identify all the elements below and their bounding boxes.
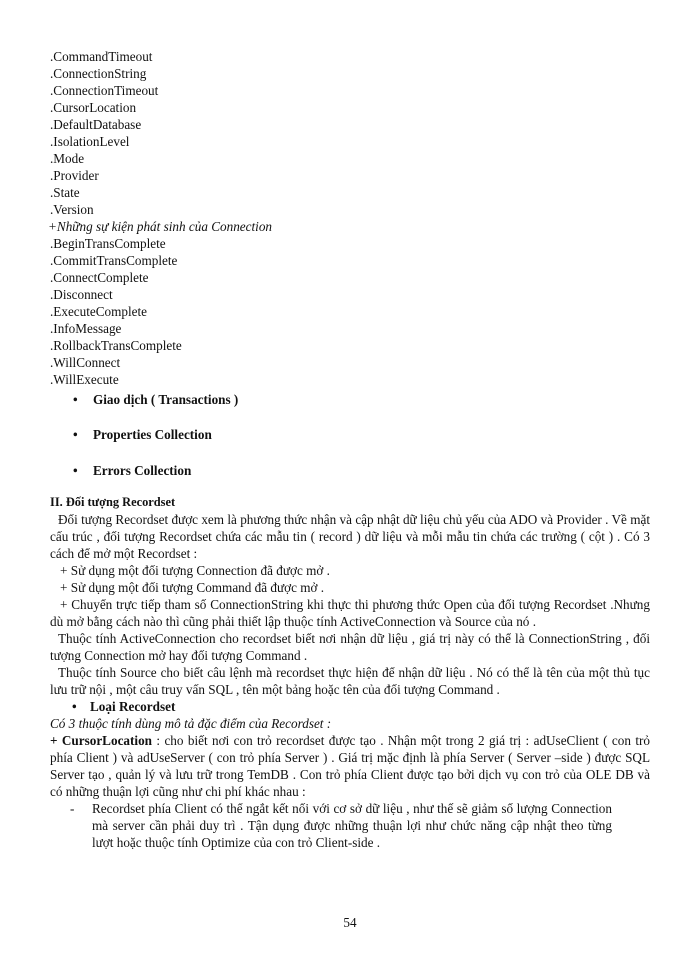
bullet-icon: • [73,427,78,442]
bullet-item [50,698,650,715]
dash-icon: - [70,801,75,816]
list-item: .ConnectionTimeout [50,83,159,98]
list-item: .BeginTransComplete [50,236,166,251]
bullet-text: Loại Recordset [90,699,176,714]
section-heading: II. Đối tượng Recordset [50,495,176,509]
list-item: .Provider [50,168,99,183]
bullet-item [73,426,212,443]
term-label: + CursorLocation [50,733,153,748]
bullet-text: Giao dịch ( Transactions ) [93,392,239,407]
list-item: .IsolationLevel [50,134,130,149]
paragraph: Đối tượng Recordset được xem là phương thức nhận và cập nhật dữ liệu chủ yếu của ADO và Provider . Về mặt cấu trúc , đối tượng Recordset chứa các mẫu tin ( record ) dữ liệu và mỗi mẫu tin chứa các trường ( cột ) . Có 3 cách để mở một Recordset : [50,512,650,561]
list-item: .WillConnect [50,355,121,370]
paragraph: Thuộc tính Source cho biết câu lệnh mà recordset thực hiện để nhận dữ liệu . Nó có thể là tên của một thủ tục lưu trữ nội , một câu truy vấn SQL , tên một bảng hoặc tên của đối tượng Command . [50,665,650,697]
bullet-item [73,462,191,479]
events-heading: +Những sự kiện phát sinh của Connection [48,219,273,234]
list-item: .ExecuteComplete [50,304,148,319]
list-item: .ConnectComplete [50,270,149,285]
list-item: .WillExecute [50,372,119,387]
paragraph: Thuộc tính ActiveConnection cho recordset biết nơi nhận dữ liệu , giá trị này có thể là ConnectionString , đối tượng Connection mở hay đối tượng Command . [50,631,650,663]
list-item: .Disconnect [50,287,113,302]
dash-list-item [50,800,650,851]
bullet-icon: • [73,463,78,478]
list-item: .DefaultDatabase [50,117,142,132]
paragraph [50,732,650,800]
bullet-icon: • [73,392,78,407]
list-item: .ConnectionString [50,66,147,81]
list-item: .CommitTransComplete [50,253,178,268]
bullet-text: Errors Collection [93,463,192,478]
list-item: .RollbackTransComplete [50,338,182,353]
bullet-text: Properties Collection [93,427,212,442]
list-item: .CommandTimeout [50,49,153,64]
bullet-icon: • [72,699,77,714]
list-item: .Version [50,202,94,217]
list-item: .CursorLocation [50,100,137,115]
list-item: .InfoMessage [50,321,122,336]
bullet-item [73,391,238,408]
list-item: .State [50,185,80,200]
list-item: .Mode [50,151,85,166]
dash-item-text: Recordset phía Client có thể ngắt kết nối với cơ sở dữ liệu , như thế sẽ giảm số lượng Connection mà server cần phải duy trì . Tận dụng được những thuận lợi như chức năng cập nhật theo từng lượt hoặc thuộc tính Optimize của con trỏ Client-side . [92,801,612,850]
connection-member-list [50,48,650,388]
page-number: 54 [343,915,357,930]
italic-intro: Có 3 thuộc tính dùng mô tả đặc điểm của Recordset : [50,716,332,731]
paragraph: + Chuyển trực tiếp tham số ConnectionString khi thực thi phương thức Open của đối tượng Recordset .Nhưng dù mở bằng cách nào thì cũng phải thiết lập thuộc tính ActiveConnection và Source của nó . [50,597,650,629]
paragraph: + Sử dụng một đối tượng Command đã được mở . [60,580,325,595]
term-text: : cho biết nơi con trỏ recordset được tạo . Nhận một trong 2 giá trị : adUseClient ( con trỏ phía Client ) và adUseServer ( con trỏ phía Server ) . Giá trị mặc định là phía Server ( Server –side ) được SQL Server tạo , quản lý và lưu trữ trong TemDB . Con trỏ phía Client được tạo bởi dịch vụ con trỏ của OLE DB và có những thuận lợi cũng như chi phí khác nhau : [50,733,651,799]
paragraph: + Sử dụng một đối tượng Connection đã được mở . [60,563,330,578]
section-body [50,511,650,851]
